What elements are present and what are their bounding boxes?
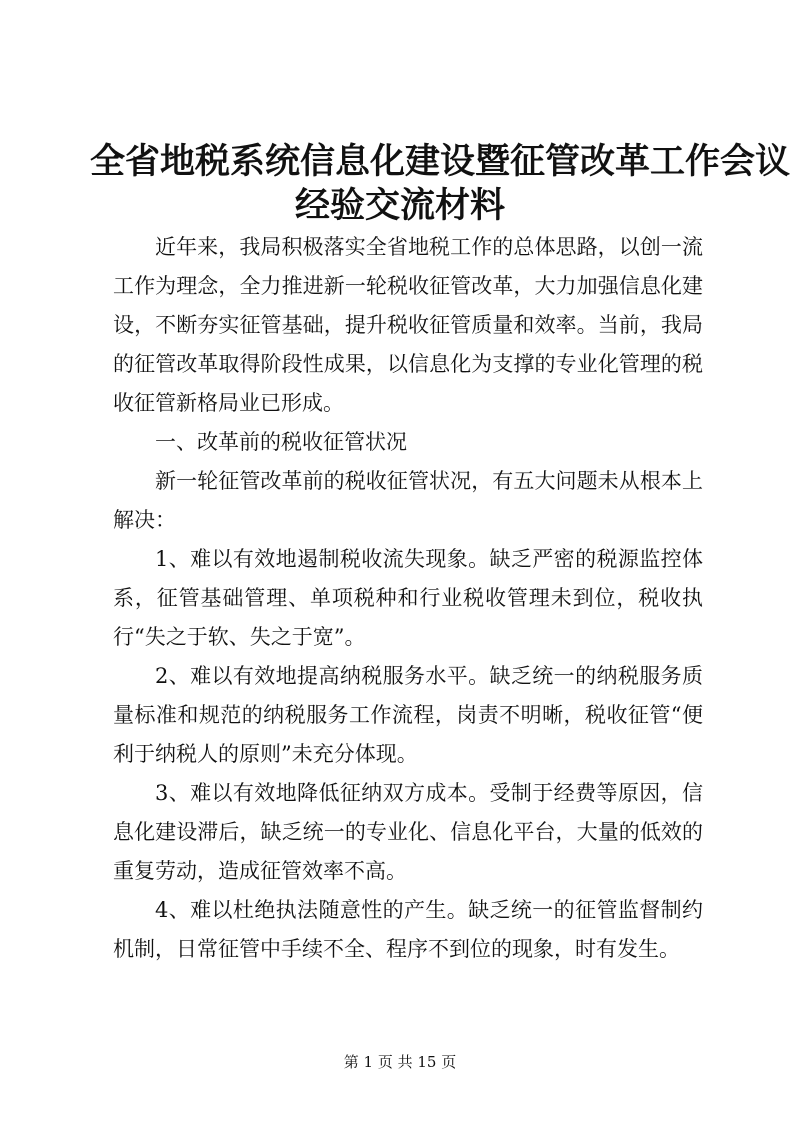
problem-item-1: 1、难以有效地遏制税收流失现象。缺乏严密的税源监控体系，征管基础管理、单项税种和行业税收管理未到位，税收执行“失之于软、失之于宽”。 [113,547,703,649]
summary-paragraph: 新一轮征管改革前的税收征管状况，有五大问题未从根本上解决： [113,469,703,532]
problem-item-2: 2、难以有效地提高纳税服务水平。缺乏统一的纳税服务质量标准和规范的纳税服务工作流程，岗责不明晰，税收征管“便利于纳税人的原则”未充分体现。 [113,664,703,766]
page-number-footer: 第 1 页 共 15 页 [343,1053,457,1071]
intro-paragraph: 近年来，我局积极落实全省地税工作的总体思路，以创一流工作为理念，全力推进新一轮税收征管改革，大力加强信息化建设，不断夯实征管基础，提升税收征管质量和效率。当前，我局的征管改革取得阶段性成果，以信息化为支撑的专业化管理的税收征管新格局业已形成。 [113,235,703,415]
problem-item-4: 4、难以杜绝执法随意性的产生。缺乏统一的征管监督制约机制，日常征管中手续不全、程序不到位的现象，时有发生。 [113,898,703,961]
document-title-line-1: 全省地税系统信息化建设暨征管改革工作会议 [90,141,791,182]
problem-item-3: 3、难以有效地降低征纳双方成本。受制于经费等原因，信息化建设滞后，缺乏统一的专业化、信息化平台，大量的低效的重复劳动，造成征管效率不高。 [113,781,703,883]
section-heading: 一、改革前的税收征管状况 [155,430,407,454]
document-title-line-2: 经验交流材料 [294,185,505,226]
document-body [113,228,703,969]
